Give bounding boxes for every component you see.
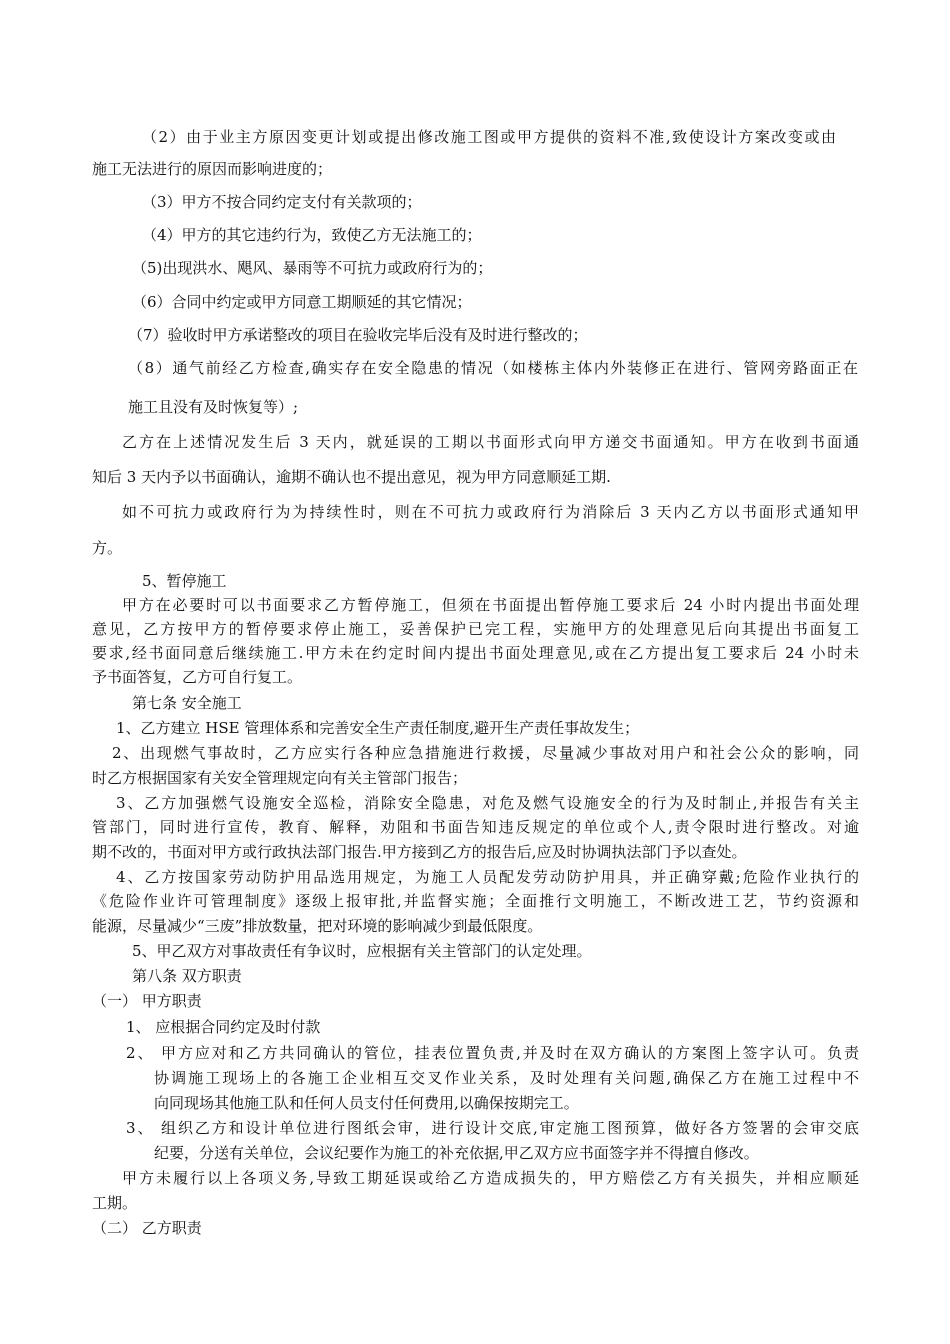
- list-item: 1、 应根据合同约定及时付款: [126, 1018, 321, 1036]
- text-line: （7）验收时甲方承诺整改的项目在验收完毕后没有及时进行整改的；: [128, 326, 588, 344]
- section-heading: 5、暂停施工: [142, 572, 227, 590]
- text-line: 1、乙方建立 HSE 管理体系和完善安全生产责任制度,避开生产责任事故发生；: [116, 719, 640, 737]
- text-line: 予书面答复，乙方可自行复工。: [92, 668, 303, 686]
- text-line: 期不改的，书面对甲方或行政执法部门报告.甲方接到乙方的报告后,应及时协调执法部门予以查处。: [92, 843, 747, 861]
- list-item: 2、 甲方应对和乙方共同确认的管位，挂表位置负责,并及时在双方确认的方案图上签字认可。负责: [126, 1044, 859, 1062]
- text-line: （8）通气前经乙方检查,确实存在安全隐患的情况（如楼栋主体内外装修正在进行、管网旁路面正在: [128, 359, 858, 377]
- text-line: 4、乙方按国家劳动防护用品选用规定，为施工人员配发劳动防护用具，并正确穿戴;危险作业执行的: [116, 868, 859, 886]
- text-line: 甲方未履行以上各项义务,导致工期延误或给乙方造成损失的，甲方赔偿乙方有关损失，并相应顺延: [122, 1169, 859, 1187]
- subsection-heading: （一） 甲方职责: [92, 992, 202, 1010]
- text-line: 要求,经书面同意后继续施工.甲方未在约定时间内提出书面处理意见,或在乙方提出复工要求后 24 小时未: [92, 644, 859, 662]
- text-line: 纪要，分送有关单位，会议纪要作为施工的补充依据,甲乙双方应书面签字并不得擅自修改。: [154, 1144, 759, 1162]
- subsection-heading: （二） 乙方职责: [92, 1219, 202, 1237]
- text-line: （6）合同中约定或甲方同意工期顺延的其它情况；: [132, 293, 472, 311]
- text-line: 《危险作业许可管理制度》逐级上报审批,并监督实施；全面推行文明施工，不断改进工艺，节约资源和: [92, 892, 859, 910]
- text-line: 向同现场其他施工队和任何人员支付任何费用,以确保按期完工。: [154, 1094, 579, 1112]
- text-line: （2）由于业主方原因变更计划或提出修改施工图或甲方提供的资料不准,致使设计方案改变或由: [142, 128, 836, 146]
- article-heading: 第七条 安全施工: [132, 694, 242, 712]
- article-heading: 第八条 双方职责: [132, 967, 242, 985]
- text-line: 施工无法进行的原因而影响进度的；: [92, 160, 333, 178]
- text-line: 方。: [92, 539, 123, 557]
- text-line: 时乙方根据国家有关安全管理规定向有关主管部门报告；: [92, 769, 468, 787]
- text-line: 协调施工现场上的各施工企业相互交叉作业关系，及时处理有关问题,确保乙方在施工过程中不: [154, 1069, 859, 1087]
- text-line: 能源，尽量减少“三废”排放数量，把对环境的影响减少到最低限度。: [92, 917, 543, 935]
- text-line: （5)出现洪水、飓风、暴雨等不可抗力或政府行为的；: [132, 259, 493, 277]
- text-line: 管部门，同时进行宣传，教育、解释，劝阻和书面告知违反规定的单位或个人,责令限时进行整改。对逾: [92, 818, 859, 836]
- text-line: 施工且没有及时恢复等）;: [128, 398, 299, 416]
- text-line: 工期。: [92, 1194, 138, 1212]
- text-line: （3）甲方不按合同约定支付有关款项的；: [142, 193, 422, 211]
- text-line: 如不可抗力或政府行为为持续性时，则在不可抗力或政府行为消除后 3 天内乙方以书面形式通知甲: [122, 503, 859, 521]
- text-line: 乙方在上述情况发生后 3 天内，就延误的工期以书面形式向甲方递交书面通知。甲方在收到书面通: [122, 433, 859, 451]
- text-line: 知后 3 天内予以书面确认，逾期不确认也不提出意见，视为甲方同意顺延工期.: [92, 468, 611, 486]
- text-line: （4）甲方的其它违约行为，致使乙方无法施工的；: [142, 226, 482, 244]
- text-line: 意见，乙方按甲方的暂停要求停止施工，妥善保护已完工程，实施甲方的处理意见后向其提出书面复工: [92, 620, 859, 638]
- text-line: 甲方在必要时可以书面要求乙方暂停施工，但须在书面提出暂停施工要求后 24 小时内提出书面处理: [122, 596, 859, 614]
- text-line: 5、甲乙双方对事故责任有争议时，应根据有关主管部门的认定处理。: [132, 942, 592, 960]
- text-line: 3、乙方加强燃气设施安全巡检，消除安全隐患，对危及燃气设施安全的行为及时制止,并报告有关主: [116, 794, 859, 812]
- list-item: 3、 组织乙方和设计单位进行图纸会审，进行设计交底,审定施工图预算，做好各方签署的会审交底: [126, 1119, 859, 1137]
- text-line: 2、出现燃气事故时，乙方应实行各种应急措施进行救援，尽量减少事故对用户和社会公众的影响，同: [112, 744, 859, 762]
